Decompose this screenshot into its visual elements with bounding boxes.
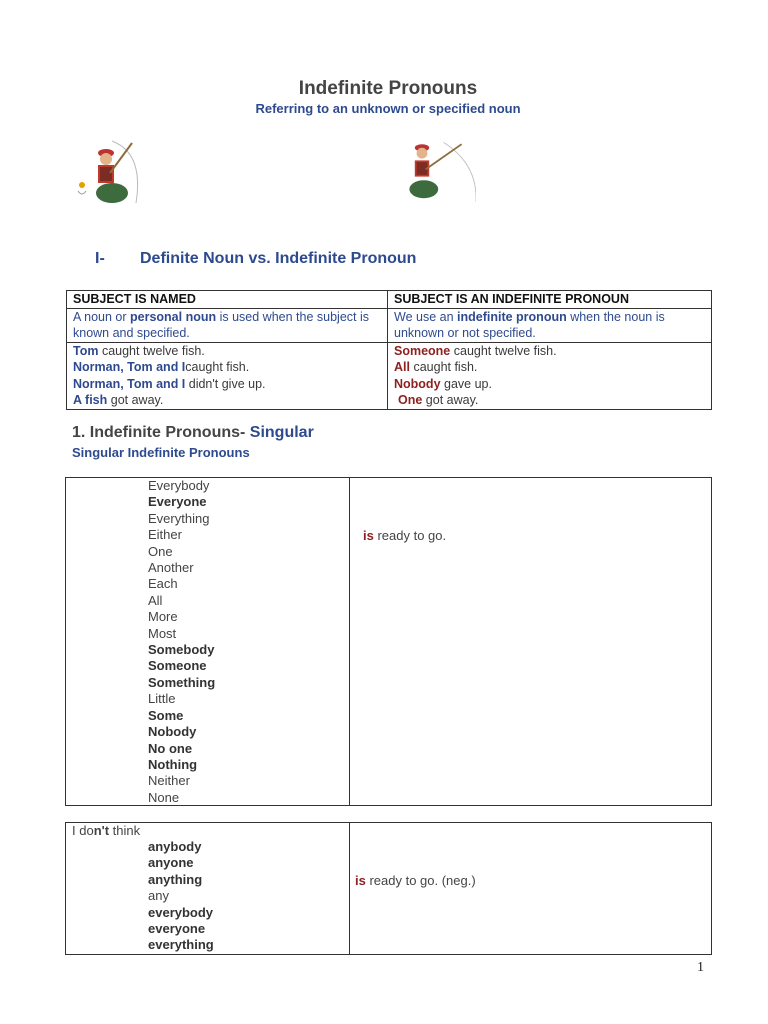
example-line: [73, 359, 381, 376]
comparison-table: [66, 290, 712, 410]
examples-cell-indefinite: [388, 342, 712, 409]
example-subject: A fish: [73, 393, 108, 407]
pronoun-item: Little: [148, 691, 176, 707]
pronoun-item: Everybody: [148, 478, 210, 493]
pronoun-item: everything: [148, 937, 214, 953]
predicate: [355, 873, 476, 888]
pronoun-item: Either: [148, 527, 182, 543]
pronoun-item: Nobody: [148, 724, 197, 740]
verb: is: [363, 528, 374, 543]
pronoun-item: anyone: [148, 855, 194, 871]
example-subject: Nobody: [394, 376, 441, 391]
pronoun-item: any: [148, 888, 169, 904]
example-line: [394, 392, 705, 409]
intro-text: I do: [72, 823, 94, 838]
definition-cell-named: [67, 308, 388, 342]
pronoun-item: Nothing: [148, 756, 198, 772]
heading-prefix: 1. Indefinite Pronouns-: [72, 424, 250, 441]
section-subheading: Singular Indefinite Pronouns: [72, 445, 250, 460]
table-header-cell: SUBJECT IS NAMED: [67, 291, 388, 309]
page-title: Indefinite Pronouns: [298, 78, 478, 99]
fisherman-clipart-right: [404, 133, 476, 213]
example-line: [73, 343, 381, 360]
table-header-row: [67, 291, 712, 309]
predicate: [363, 528, 446, 543]
definition-text: We use an: [394, 309, 458, 324]
section-number: I-: [95, 250, 105, 267]
column-divider: [349, 823, 350, 954]
predicate-text: ready to go. (neg.): [365, 873, 476, 888]
intro-phrase: [72, 823, 140, 838]
heading-highlight: Singular: [249, 424, 314, 441]
pronoun-item: anything: [148, 871, 203, 887]
pronoun-item: anybody: [148, 839, 202, 854]
pronoun-item: Something: [148, 674, 216, 690]
pronoun-item: Another: [148, 560, 194, 576]
example-rest: caught twelve fish.: [450, 343, 557, 358]
example-line: [394, 343, 705, 360]
example-subject: One: [398, 393, 423, 407]
pronoun-item: Everyone: [148, 494, 207, 510]
pronoun-item: One: [148, 543, 173, 559]
example-line: [73, 376, 381, 393]
definition-text: is used when the subject is known and specified.: [73, 309, 369, 340]
pronoun-item: All: [148, 592, 163, 608]
pronoun-item: No one: [148, 740, 193, 756]
pronoun-item: Each: [148, 576, 178, 592]
example-subject: Tom: [73, 343, 99, 358]
example-rest: got away.: [422, 393, 479, 407]
fisherman-clipart-left: [72, 133, 144, 213]
table-header-cell: SUBJECT IS AN INDEFINITE PRONOUN: [388, 291, 712, 309]
intro-bold: n't: [93, 823, 110, 838]
page-number: 1: [697, 960, 704, 975]
example-subject: Norman, Tom and I: [73, 376, 186, 391]
definition-bold: indefinite pronoun: [457, 309, 567, 324]
table-row: [67, 308, 712, 342]
example-line: [394, 359, 705, 376]
section-title: Definite Noun vs. Indefinite Pronoun: [140, 250, 417, 267]
definition-text: when the noun is unknown or not specified.: [394, 309, 665, 340]
example-rest: caught fish.: [185, 360, 250, 374]
pronoun-item: Most: [148, 625, 177, 641]
definition-bold: personal noun: [130, 309, 217, 324]
pronoun-item: Some: [148, 707, 184, 723]
pronoun-item: everybody: [148, 904, 214, 920]
example-rest: gave up.: [440, 376, 492, 391]
intro-text: think: [109, 823, 141, 838]
example-subject: Norman, Tom and I: [73, 360, 186, 374]
example-subject: All: [394, 360, 410, 374]
example-rest: caught twelve fish.: [98, 343, 205, 358]
example-subject: Someone: [394, 343, 451, 358]
pronoun-item: Everything: [148, 510, 210, 526]
pronoun-item: More: [148, 609, 178, 625]
definition-text: A noun or: [73, 309, 130, 324]
table-row: [67, 342, 712, 409]
example-rest: caught fish.: [409, 360, 478, 374]
predicate-text: ready to go.: [373, 528, 447, 543]
singular-pronoun-box: [65, 477, 712, 806]
definition-cell-indefinite: [388, 308, 712, 342]
example-rest: got away.: [107, 393, 164, 407]
pronoun-item: None: [148, 789, 180, 805]
column-divider: [349, 478, 350, 805]
negative-pronoun-list: [148, 839, 214, 954]
example-line: [73, 392, 381, 409]
page-subtitle: Referring to an unknown or specified noun: [255, 101, 521, 116]
example-rest: didn't give up.: [185, 376, 266, 391]
pronoun-item: everyone: [148, 921, 206, 937]
pronoun-item: Somebody: [148, 642, 215, 658]
negative-pronoun-box: [65, 822, 712, 955]
singular-pronoun-list: [148, 478, 215, 806]
pronoun-item: Neither: [148, 773, 190, 789]
verb: is: [355, 873, 366, 888]
example-line: [394, 376, 705, 393]
section-heading: [72, 424, 314, 442]
examples-cell-named: [67, 342, 388, 409]
pronoun-item: Someone: [148, 658, 207, 674]
